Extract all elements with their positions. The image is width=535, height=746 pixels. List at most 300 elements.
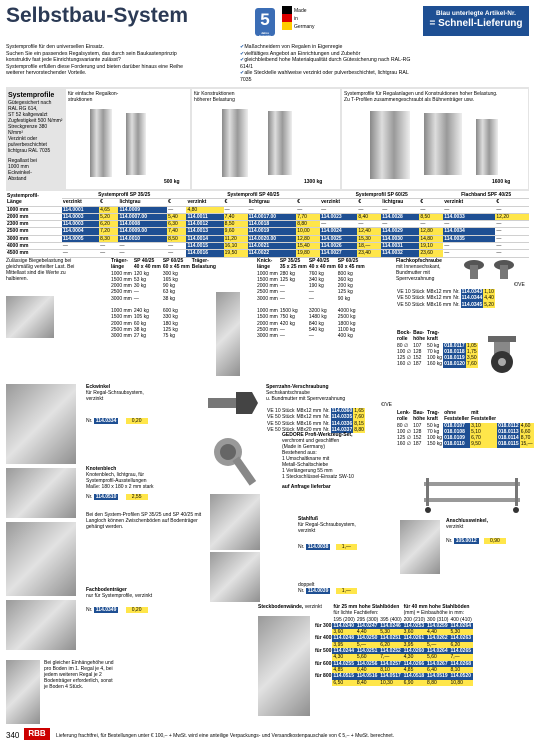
price: 12,80 xyxy=(296,235,320,242)
price: 4,85 xyxy=(403,667,426,673)
price: 7,— xyxy=(449,654,472,660)
table-row xyxy=(266,421,365,427)
column-header: Trag- kraft xyxy=(427,330,440,343)
article-number[interactable]: 114.0010 xyxy=(118,235,167,242)
article-number[interactable]: 114.0033 xyxy=(443,213,495,220)
price: 5,10 xyxy=(470,429,497,435)
article-number[interactable]: 114.0335 xyxy=(331,414,353,421)
caster-icon xyxy=(478,334,526,374)
spec-line: Verzinkt oder xyxy=(8,136,38,142)
table-cell: 38 kg xyxy=(133,326,147,333)
table-cell: — xyxy=(495,228,529,235)
article-number[interactable]: 018.0117 xyxy=(444,342,465,349)
table-cell: 190 kg xyxy=(308,283,324,290)
article-number[interactable]: 114.0012 xyxy=(186,221,223,228)
profile-sp35-image xyxy=(90,109,112,177)
article-number[interactable]: 114.0337 xyxy=(331,426,353,433)
knotenblech-image xyxy=(6,468,76,518)
column-header: für 25 mm hohe Stahlböden xyxy=(333,604,400,610)
table-cell: 340 kg xyxy=(308,276,324,283)
article-number[interactable]: 114.0032 xyxy=(381,250,419,257)
article-number[interactable]: 114.0520 xyxy=(450,673,472,680)
table-cell: 3000 mm xyxy=(111,295,132,302)
price: 15,30 xyxy=(357,235,381,242)
price: 10,30 xyxy=(379,680,402,686)
length-cell: 2300 mm xyxy=(6,221,62,228)
flachkopf-line: Bundmutter mit xyxy=(396,270,430,276)
spec-line: ST 52 kaltgewalzt xyxy=(8,112,48,118)
load-label: 1300 kg xyxy=(304,179,323,185)
article-number[interactable]: 114.0518 xyxy=(403,673,425,680)
intro-line: Suchen Sie ein passendes Regalsystem, das durch sein Baukastenprinzip konstruktiv fast jede Einrichtungsvariante zulässt? xyxy=(6,50,177,64)
table-cell: 2000 mm xyxy=(257,320,278,327)
table-cell: 1500 mm xyxy=(111,276,132,283)
article-number[interactable]: 114.0027 xyxy=(320,250,357,257)
spec-line: lichtgrau RAL 7035 xyxy=(8,148,51,154)
anschluss-image xyxy=(400,520,440,574)
article-number[interactable]: 114.0343 xyxy=(461,289,483,295)
article-number[interactable]: 114.0334 xyxy=(95,418,117,424)
table-cell: 2500 mm xyxy=(257,326,278,333)
table-cell: 1000 mm xyxy=(111,270,132,277)
article-number[interactable]: 114.0035 xyxy=(443,235,495,242)
price: 6,20 xyxy=(449,642,472,648)
table-cell: — xyxy=(62,250,99,257)
article-number[interactable]: 114.0250 xyxy=(356,635,378,642)
table-row xyxy=(396,441,534,447)
steckbleche-image xyxy=(258,616,310,716)
table-row xyxy=(6,213,529,220)
article-number[interactable]: 114.0516 xyxy=(356,673,378,680)
nr-label: Nr. xyxy=(298,544,305,550)
table-cell: 105 kg xyxy=(133,314,149,321)
table-cell: Nr. xyxy=(453,289,460,295)
article-number[interactable]: 114.0039 xyxy=(307,588,329,594)
article-number[interactable]: 114.0264 xyxy=(427,648,448,655)
article-number[interactable]: 114.0011 xyxy=(186,213,223,220)
article-number[interactable]: 105.0012 xyxy=(455,538,477,544)
price: 4,85 xyxy=(332,667,355,673)
table-cell: Nr. xyxy=(453,295,460,302)
nr-label: Nr. xyxy=(86,418,93,424)
article-number[interactable]: 018.0108 xyxy=(443,429,470,435)
table-cell: 760 kg xyxy=(308,270,324,277)
table-cell: 75 kg xyxy=(162,333,176,340)
article-number[interactable]: 114.0004 xyxy=(62,228,99,235)
price: 4,40 xyxy=(426,629,449,635)
stahlfuss-line: für Regal-Schraubsystem, xyxy=(298,522,356,528)
table-cell: 2500 mm xyxy=(111,289,132,296)
table-cell: 90 kg xyxy=(162,283,176,290)
article-number[interactable]: 114.0260 xyxy=(403,648,425,655)
feature-item: ✔ alle Stecktelle wahlweise verzinkt oder pulverbeschichtet, lichtgrau RAL 7035 xyxy=(240,70,420,83)
article-number[interactable]: 114.0014 xyxy=(186,235,223,242)
table-cell: 360 kg xyxy=(337,276,353,283)
subhead-cell: verzinkt xyxy=(62,199,99,206)
article-number[interactable]: 114.0246 xyxy=(380,622,401,629)
article-number[interactable]: 114.0009 xyxy=(118,206,167,213)
subhead-cell: verzinkt xyxy=(186,199,223,206)
stahlfuss-panel xyxy=(298,516,392,550)
fachboden-note: Bei gleicher Einhängehöhe und pro Boden im 1. Regal je 4, bei jedem weiteren Regal je 2 Bodenträger erforderlich, sonst je Boden 4 Stück. xyxy=(44,660,114,690)
column-header: mit Feststeller xyxy=(471,410,497,423)
article-number[interactable]: 018.0107 xyxy=(443,423,470,429)
table-cell: 3000 mm xyxy=(257,333,278,340)
article-number[interactable]: 114.0510 xyxy=(95,494,117,500)
table-cell: VE 50 Stück xyxy=(267,414,295,421)
price: 7,70 xyxy=(296,213,320,220)
table-cell: — xyxy=(419,206,443,213)
table-cell: — xyxy=(279,333,285,340)
price: 5,— xyxy=(356,642,379,648)
price: 12,40 xyxy=(357,228,381,235)
table-cell: VE 50 Stück xyxy=(397,301,425,308)
table-cell: 107 xyxy=(413,422,422,429)
article-number[interactable]: 114.0519 xyxy=(427,673,448,680)
article-number[interactable]: 114.0009.00 xyxy=(118,228,167,235)
length-cell: 1000 mm xyxy=(6,206,62,213)
article-number[interactable]: 114.0251 xyxy=(380,635,401,642)
price: 5,40 xyxy=(167,213,186,220)
price: 4,40 xyxy=(484,295,494,302)
spec-line: RAL RG 614, xyxy=(8,106,38,112)
eckwinkel-panel xyxy=(86,384,206,424)
price: 5,30 xyxy=(379,629,402,635)
article-number[interactable]: 018.0112 xyxy=(498,422,519,429)
shelf-assembly-image xyxy=(6,660,40,724)
row-label xyxy=(314,680,332,686)
stahlfuss-double-image xyxy=(210,552,260,602)
article-number[interactable]: 114.0025 xyxy=(320,235,357,242)
price: 4,40 xyxy=(356,629,379,635)
article-number[interactable]: 114.0013 xyxy=(186,228,223,235)
article-number[interactable]: 114.0005 xyxy=(62,235,99,242)
table-cell: 2500 kg xyxy=(337,314,356,321)
article-number[interactable]: 018.0115 xyxy=(498,441,519,448)
table-cell: 107 xyxy=(413,342,422,349)
table-row xyxy=(110,289,217,295)
werkzeug-line: Bestehend aus: xyxy=(282,450,317,456)
article-number[interactable]: 018.0119 xyxy=(444,355,465,362)
price: 8,80 xyxy=(354,426,364,433)
column-header: SP 60/25 60 x 45 mm xyxy=(337,258,365,271)
article-number[interactable]: 114.0028 xyxy=(381,213,419,220)
article-number[interactable]: 114.0251 xyxy=(356,648,378,655)
table-cell: 1500 mm xyxy=(257,314,278,321)
anschluss-line: verzinkt xyxy=(446,524,464,530)
table-cell: 120 kg xyxy=(133,270,149,277)
row-label: für 400 xyxy=(315,635,332,642)
article-number[interactable]: 114.0517 xyxy=(380,673,401,680)
table-cell: 187 xyxy=(413,361,422,368)
table-cell: — xyxy=(443,250,495,257)
table-cell: — xyxy=(308,289,314,296)
article-number[interactable]: 018.0114 xyxy=(498,435,519,442)
table-row xyxy=(256,333,366,339)
column-header: SP 40/25 40 x 40 mm xyxy=(308,258,336,271)
steckbleche-sub: verzinkt xyxy=(304,604,322,610)
length-cell: 2500 mm xyxy=(6,228,62,235)
price: 5,20 xyxy=(484,301,494,308)
price: 8,30 xyxy=(99,235,118,242)
row-label: für 800 xyxy=(315,673,332,680)
table-cell: — xyxy=(443,243,495,250)
table-cell: 165 kg xyxy=(162,276,178,283)
article-number[interactable]: 114.0344 xyxy=(461,295,483,302)
article-number[interactable]: 114.0024 xyxy=(320,228,357,235)
made-label: Made xyxy=(294,8,307,14)
flachkopf-line: Sperrverzahnung xyxy=(396,276,435,282)
article-number[interactable]: 114.0265 xyxy=(450,648,472,655)
table-cell: — xyxy=(495,221,529,228)
rolle-shelf-image xyxy=(420,476,525,514)
article-number[interactable]: 114.0030 xyxy=(381,235,419,242)
table-cell: 128 xyxy=(413,428,422,435)
table-cell: 128 xyxy=(413,348,422,355)
price: 6,50 xyxy=(332,680,355,686)
price: 9,50 xyxy=(470,441,497,447)
spec-line: Abstand xyxy=(8,176,27,182)
eckwinkel-image xyxy=(6,384,76,464)
price: 3,50 xyxy=(466,355,477,362)
article-number[interactable]: 114.0017.00 xyxy=(248,213,297,220)
fachboden-image xyxy=(6,600,76,650)
table-row xyxy=(396,302,495,308)
article-number[interactable]: 114.0018 xyxy=(248,221,297,228)
table-cell: 50 kg xyxy=(427,342,440,349)
article-number[interactable]: 114.0256 xyxy=(356,660,378,667)
guarantee-badge xyxy=(255,8,275,36)
flachband-image xyxy=(476,119,498,175)
table-cell: 3000 mm xyxy=(257,295,278,302)
table-cell: 330 kg xyxy=(162,314,178,321)
article-number[interactable]: 018.0110 xyxy=(443,441,470,447)
spec-line: Zugfestigkeit 500 N/mm² xyxy=(8,118,63,124)
column-header: 295 (300) xyxy=(356,616,379,623)
article-number[interactable]: 114.0253 xyxy=(403,622,425,629)
article-number[interactable]: 114.0345 xyxy=(461,301,483,308)
header-row xyxy=(396,410,534,423)
article-number[interactable]: 114.0240 xyxy=(333,622,354,629)
price: 12,20 xyxy=(495,213,529,220)
knotenblech-line: Maße: 180 x 180 x 2 mm stark xyxy=(86,484,154,490)
table-row xyxy=(6,221,529,228)
article-number[interactable]: 114.0349 xyxy=(95,607,117,613)
werkzeug-line: Metall-Schaltschiebe xyxy=(282,462,329,468)
unit-label: €/VE xyxy=(514,282,525,288)
table-cell: — xyxy=(118,250,167,257)
flachkopf-panel xyxy=(396,258,529,324)
article-number[interactable]: 114.0259 xyxy=(427,622,448,629)
article-number[interactable]: 114.0001 xyxy=(62,206,99,213)
table-cell: 160 ∅ xyxy=(397,361,412,368)
table-cell: — xyxy=(443,206,495,213)
price: 7,60 xyxy=(466,361,477,368)
table-cell: 70 kg xyxy=(427,428,440,435)
group-header: Flachband SPF 40/25 xyxy=(443,192,529,199)
article-number[interactable]: 114.0015 xyxy=(186,243,223,250)
spec-line: Regallast bei xyxy=(8,158,37,164)
table-row xyxy=(314,680,473,686)
article-number[interactable]: 114.0003 xyxy=(62,213,99,220)
table-row xyxy=(256,296,366,302)
knotenblech-note: Bei den System-Profilen SP 35/25 und SP 40/25 mit Langloch können Zwischenböden auf Bodenträger gehängt werden. xyxy=(86,512,202,530)
price: 7,— xyxy=(379,654,402,660)
article-number[interactable]: 114.0007.00 xyxy=(118,213,167,220)
price: 9,60 xyxy=(224,228,248,235)
column-header: Träger- Belastung xyxy=(191,258,216,271)
table-cell: — xyxy=(224,206,248,213)
feature-checklist xyxy=(240,44,420,84)
subhead-cell: € xyxy=(495,199,529,206)
table-cell: Nr. xyxy=(323,414,330,421)
table-cell: 420 kg xyxy=(279,320,295,327)
article-number[interactable]: 114.0023 xyxy=(320,213,357,220)
article-number[interactable]: 114.0515 xyxy=(333,673,354,680)
table-cell: — xyxy=(279,283,285,290)
column-header: SP 40/25 40 x 40 mm xyxy=(133,258,161,271)
article-number[interactable]: 114.0038 xyxy=(307,544,329,550)
price: 3,95 xyxy=(332,642,355,648)
price: 19,10 xyxy=(419,243,443,250)
article-number[interactable]: 114.0244 xyxy=(333,648,354,655)
table-cell: 2500 mm xyxy=(111,326,132,333)
spec-line: Eckwinkel- xyxy=(8,170,32,176)
article-number[interactable]: 114.0247 xyxy=(356,622,378,629)
column-header: 395 (400) xyxy=(380,616,402,623)
subhead-cell: € xyxy=(224,199,248,206)
table-cell: M8x12 mm xyxy=(426,289,452,295)
article-number[interactable]: 114.0255 xyxy=(333,660,354,667)
subhead-cell: € xyxy=(296,199,320,206)
table-cell: VE 50 Stück xyxy=(267,420,295,427)
price: 7,20 xyxy=(99,228,118,235)
price: 23,40 xyxy=(357,250,381,257)
ratchet-icon xyxy=(206,430,266,490)
price: 18,— xyxy=(357,243,381,250)
article-number[interactable]: 114.0026 xyxy=(320,243,357,250)
article-number[interactable]: 114.0257 xyxy=(380,660,401,667)
table-cell: 125 ∅ xyxy=(397,435,412,442)
article-number[interactable]: 114.0022 xyxy=(248,250,297,257)
knotenblech-line: Systemprofil-Ausstellungen xyxy=(86,478,147,484)
spec-line: pulverbeschichtet xyxy=(8,142,47,148)
table-row xyxy=(396,423,534,429)
load-note: Zulässige Biegebelastung bei gleichmäßig verteilter Last. Bei Mittellast sind die Werte zu halbieren. xyxy=(6,258,75,282)
table-cell: — xyxy=(118,243,167,250)
table-cell: 125 kg xyxy=(337,289,353,296)
anschluss-title: Anschlusswinkel, xyxy=(446,518,488,524)
article-number[interactable]: 114.0031 xyxy=(381,243,419,250)
article-number[interactable]: 114.0262 xyxy=(427,635,448,642)
table-cell: 540 kg xyxy=(308,326,324,333)
article-number[interactable]: 114.0264 xyxy=(450,622,472,629)
price: 4,60 xyxy=(520,423,534,429)
column-header: 400 (410) xyxy=(450,616,472,623)
table-cell: — xyxy=(279,295,285,302)
column-header: Träger- länge xyxy=(111,258,128,271)
price: 8,50 xyxy=(224,221,248,228)
quick-delivery-note xyxy=(423,6,529,36)
article-number[interactable]: 114.0267 xyxy=(427,660,448,667)
schrauben-panel xyxy=(266,384,392,433)
table-cell: Nr. xyxy=(453,301,460,308)
article-number[interactable]: 114.0019 xyxy=(248,228,297,235)
table-cell: — xyxy=(167,250,186,257)
article-number[interactable]: 114.0252 xyxy=(380,648,401,655)
table-cell: 53 kg xyxy=(133,276,147,283)
article-number[interactable]: 114.0029 xyxy=(381,228,419,235)
table-cell: 600 kg xyxy=(162,308,178,315)
intro-line: Systemprofile erfüllen diese Forderung und bieten darüber hinaus eine Reihe weiterer hervorstechender Vorteile. xyxy=(6,63,184,77)
table-cell: 70 kg xyxy=(427,348,440,355)
price: 5,60 xyxy=(356,654,379,660)
shelf-cart-icon xyxy=(420,476,525,514)
article-number[interactable]: 114.0020.00 xyxy=(248,235,297,242)
column-header: für 40 mm hohe Stahlböden xyxy=(403,604,470,610)
table-cell: — xyxy=(99,243,118,250)
article-number[interactable]: 114.0003 xyxy=(62,221,99,228)
guarantee-caption: Jahre Garantie xyxy=(258,31,272,38)
article-number[interactable]: 018.0120 xyxy=(444,361,465,368)
article-number[interactable]: 114.0021 xyxy=(248,243,297,250)
article-number[interactable]: 018.0113 xyxy=(498,428,519,435)
price: 1,— xyxy=(336,588,357,594)
article-number[interactable]: 114.0248 xyxy=(333,635,354,642)
price: 6,40 xyxy=(426,667,449,673)
column-header: SP 60/25 60 x 45 mm xyxy=(162,258,190,271)
price: 6,20 xyxy=(379,642,402,648)
stahlfuss-title: Stahlfuß xyxy=(298,516,318,522)
column-image xyxy=(216,292,240,376)
price: 0,90 xyxy=(484,538,506,544)
article-number[interactable]: 114.0268 xyxy=(450,660,472,667)
article-number[interactable]: 018.0109 xyxy=(443,435,470,441)
nr-label: Nr. xyxy=(86,607,93,613)
article-number[interactable]: 114.0034 xyxy=(443,228,495,235)
price: 15,— xyxy=(520,441,533,448)
flachkopf-title: Flachkopfschraube xyxy=(396,258,442,264)
row-label: für 300 xyxy=(315,622,332,629)
anschluss-panel xyxy=(446,518,528,544)
profile-box-caption: für Konstruktionen höherer Belastung xyxy=(194,91,235,103)
table-cell: 60 kg xyxy=(133,320,147,327)
article-number[interactable]: 114.0266 xyxy=(403,660,425,667)
table-cell: 80 ∅ xyxy=(397,422,409,429)
table-row xyxy=(6,250,529,257)
in-label: in xyxy=(294,16,298,22)
subhead-cell: € xyxy=(357,199,381,206)
subhead-cell: € xyxy=(419,199,443,206)
article-number[interactable]: 114.0336 xyxy=(331,420,353,427)
article-number[interactable]: 114.0008 xyxy=(118,221,167,228)
article-number[interactable]: 114.0261 xyxy=(403,635,425,642)
table-row xyxy=(6,243,529,250)
table-cell: — xyxy=(296,206,320,213)
table-cell: 187 xyxy=(413,441,422,448)
article-number[interactable]: 018.0118 xyxy=(444,348,465,355)
article-number[interactable]: 114.0360 xyxy=(331,408,353,414)
table-cell: 1100 kg xyxy=(337,326,356,333)
table-cell: VE 50 Stück xyxy=(267,426,295,433)
article-number[interactable]: 114.0263 xyxy=(450,635,472,642)
schrauben-line: Sechskantschraube xyxy=(266,390,310,396)
knotenblech-panel xyxy=(86,466,206,530)
table-cell: — xyxy=(248,206,297,213)
table-cell: 1000 mm xyxy=(257,308,278,315)
article-number[interactable]: 114.0016 xyxy=(186,250,223,257)
price: 4,65 xyxy=(99,206,118,213)
